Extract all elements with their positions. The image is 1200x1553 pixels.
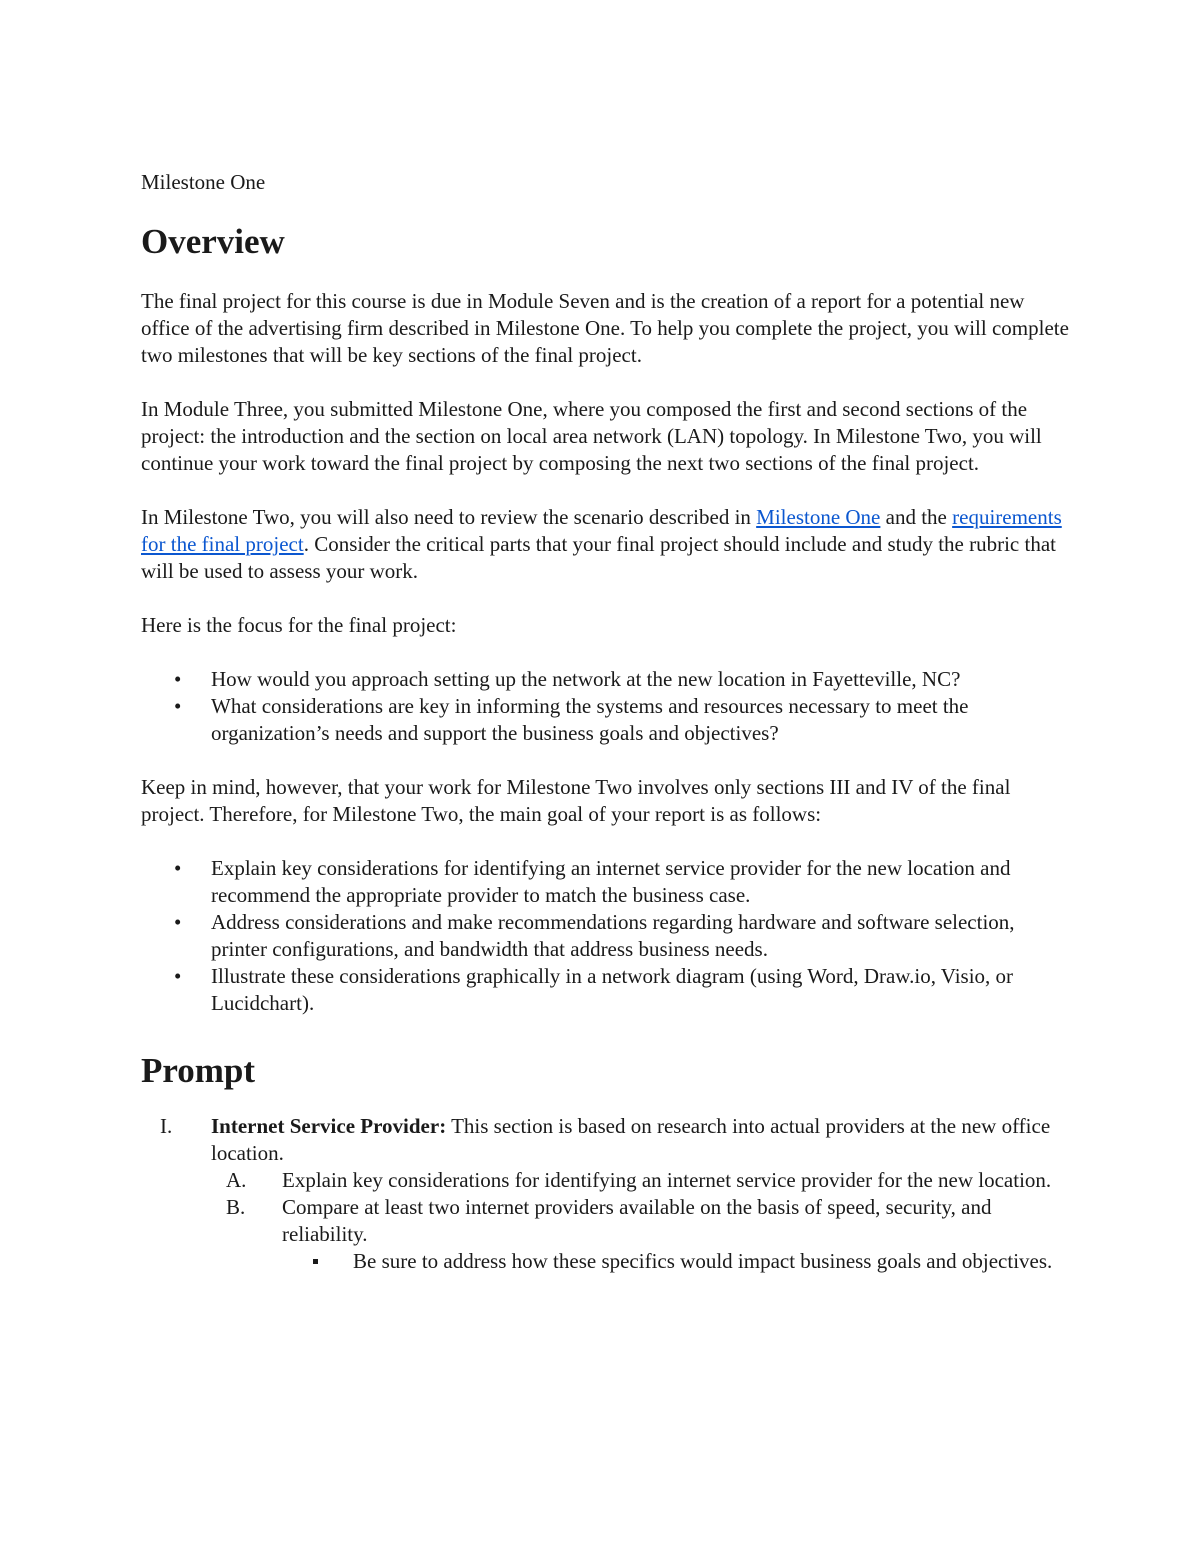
subitem-marker: B. <box>226 1195 246 1219</box>
focus-intro: Here is the focus for the final project: <box>141 613 457 637</box>
prompt-sections <box>141 1113 1071 1275</box>
document-page <box>141 166 1071 1275</box>
list-item-text: Explain key considerations for identifying an internet service provider for the new location and recommend the appropriate provider to match the business case. <box>211 856 1011 907</box>
subpoint-list <box>282 1248 1071 1275</box>
subitem-text: Compare at least two internet providers available on the basis of speed, security, and reliability. <box>282 1195 992 1246</box>
square-bullet-icon <box>313 1259 318 1264</box>
bullet-icon: • <box>174 964 182 988</box>
final-project-requirements-link[interactable]: requirements for the final project <box>141 505 1062 556</box>
review-paragraph <box>141 504 1071 585</box>
overview-paragraph: In Module Three, you submitted Milestone One, where you composed the first and second sections of the project: the introduction and the section on local area network (LAN) topology. In Milestone Two, you will continue your work toward the final project by composing the next two sections of the final project. <box>141 397 1042 475</box>
prompt-section <box>141 1113 1071 1275</box>
list-item <box>141 666 1071 693</box>
bullet-icon: • <box>174 667 182 691</box>
subitem <box>211 1167 1071 1194</box>
section-title: Internet Service Provider: <box>211 1114 447 1138</box>
subpoint-text: Be sure to address how these specifics would impact business goals and objectives. <box>353 1249 1053 1273</box>
goal-intro: Keep in mind, however, that your work for Milestone Two involves only sections III and IV of the final project. Therefore, for Milestone Two, the main goal of your report is as follows: <box>141 775 1011 826</box>
overview-heading: Overview <box>141 222 285 261</box>
focus-list <box>141 666 1071 747</box>
document-label: Milestone One <box>141 170 266 194</box>
bullet-icon: • <box>174 856 182 880</box>
section-marker: I. <box>160 1114 173 1138</box>
subitem-text: Explain key considerations for identifying an internet service provider for the new location. <box>282 1168 1052 1192</box>
review-text: and the <box>880 505 953 529</box>
list-item-text: Address considerations and make recommendations regarding hardware and software selection, printer configurations, and bandwidth that address business needs. <box>211 910 1015 961</box>
list-item <box>141 855 1071 909</box>
subitem <box>211 1194 1071 1275</box>
bullet-icon: • <box>174 694 182 718</box>
bullet-icon: • <box>174 910 182 934</box>
overview-paragraph: The final project for this course is due in Module Seven and is the creation of a report for a potential new office of the advertising firm described in Milestone One. To help you complete the project, you will complete two milestones that will be key sections of the final project. <box>141 289 1069 367</box>
list-item-text: Illustrate these considerations graphically in a network diagram (using Word, Draw.io, Visio, or Lucidchart). <box>211 964 1014 1015</box>
list-item <box>141 693 1071 747</box>
subpoint <box>282 1248 1071 1275</box>
list-item <box>141 909 1071 963</box>
section-subitems <box>211 1167 1071 1275</box>
list-item <box>141 963 1071 1017</box>
section-text: This section is based on research into actual providers at the new office location. <box>211 1114 1051 1165</box>
goal-list <box>141 855 1071 1017</box>
prompt-heading: Prompt <box>141 1051 256 1090</box>
milestone-one-link[interactable]: Milestone One <box>756 505 881 529</box>
review-text: In Milestone Two, you will also need to review the scenario described in <box>141 505 757 529</box>
list-item-text: How would you approach setting up the network at the new location in Fayetteville, NC? <box>211 667 961 691</box>
review-text: . Consider the critical parts that your final project should include and study the rubric that will be used to assess your work. <box>141 532 1056 583</box>
subitem-marker: A. <box>226 1168 247 1192</box>
list-item-text: What considerations are key in informing the systems and resources necessary to meet the organization’s needs and support the business goals and objectives? <box>211 694 969 745</box>
